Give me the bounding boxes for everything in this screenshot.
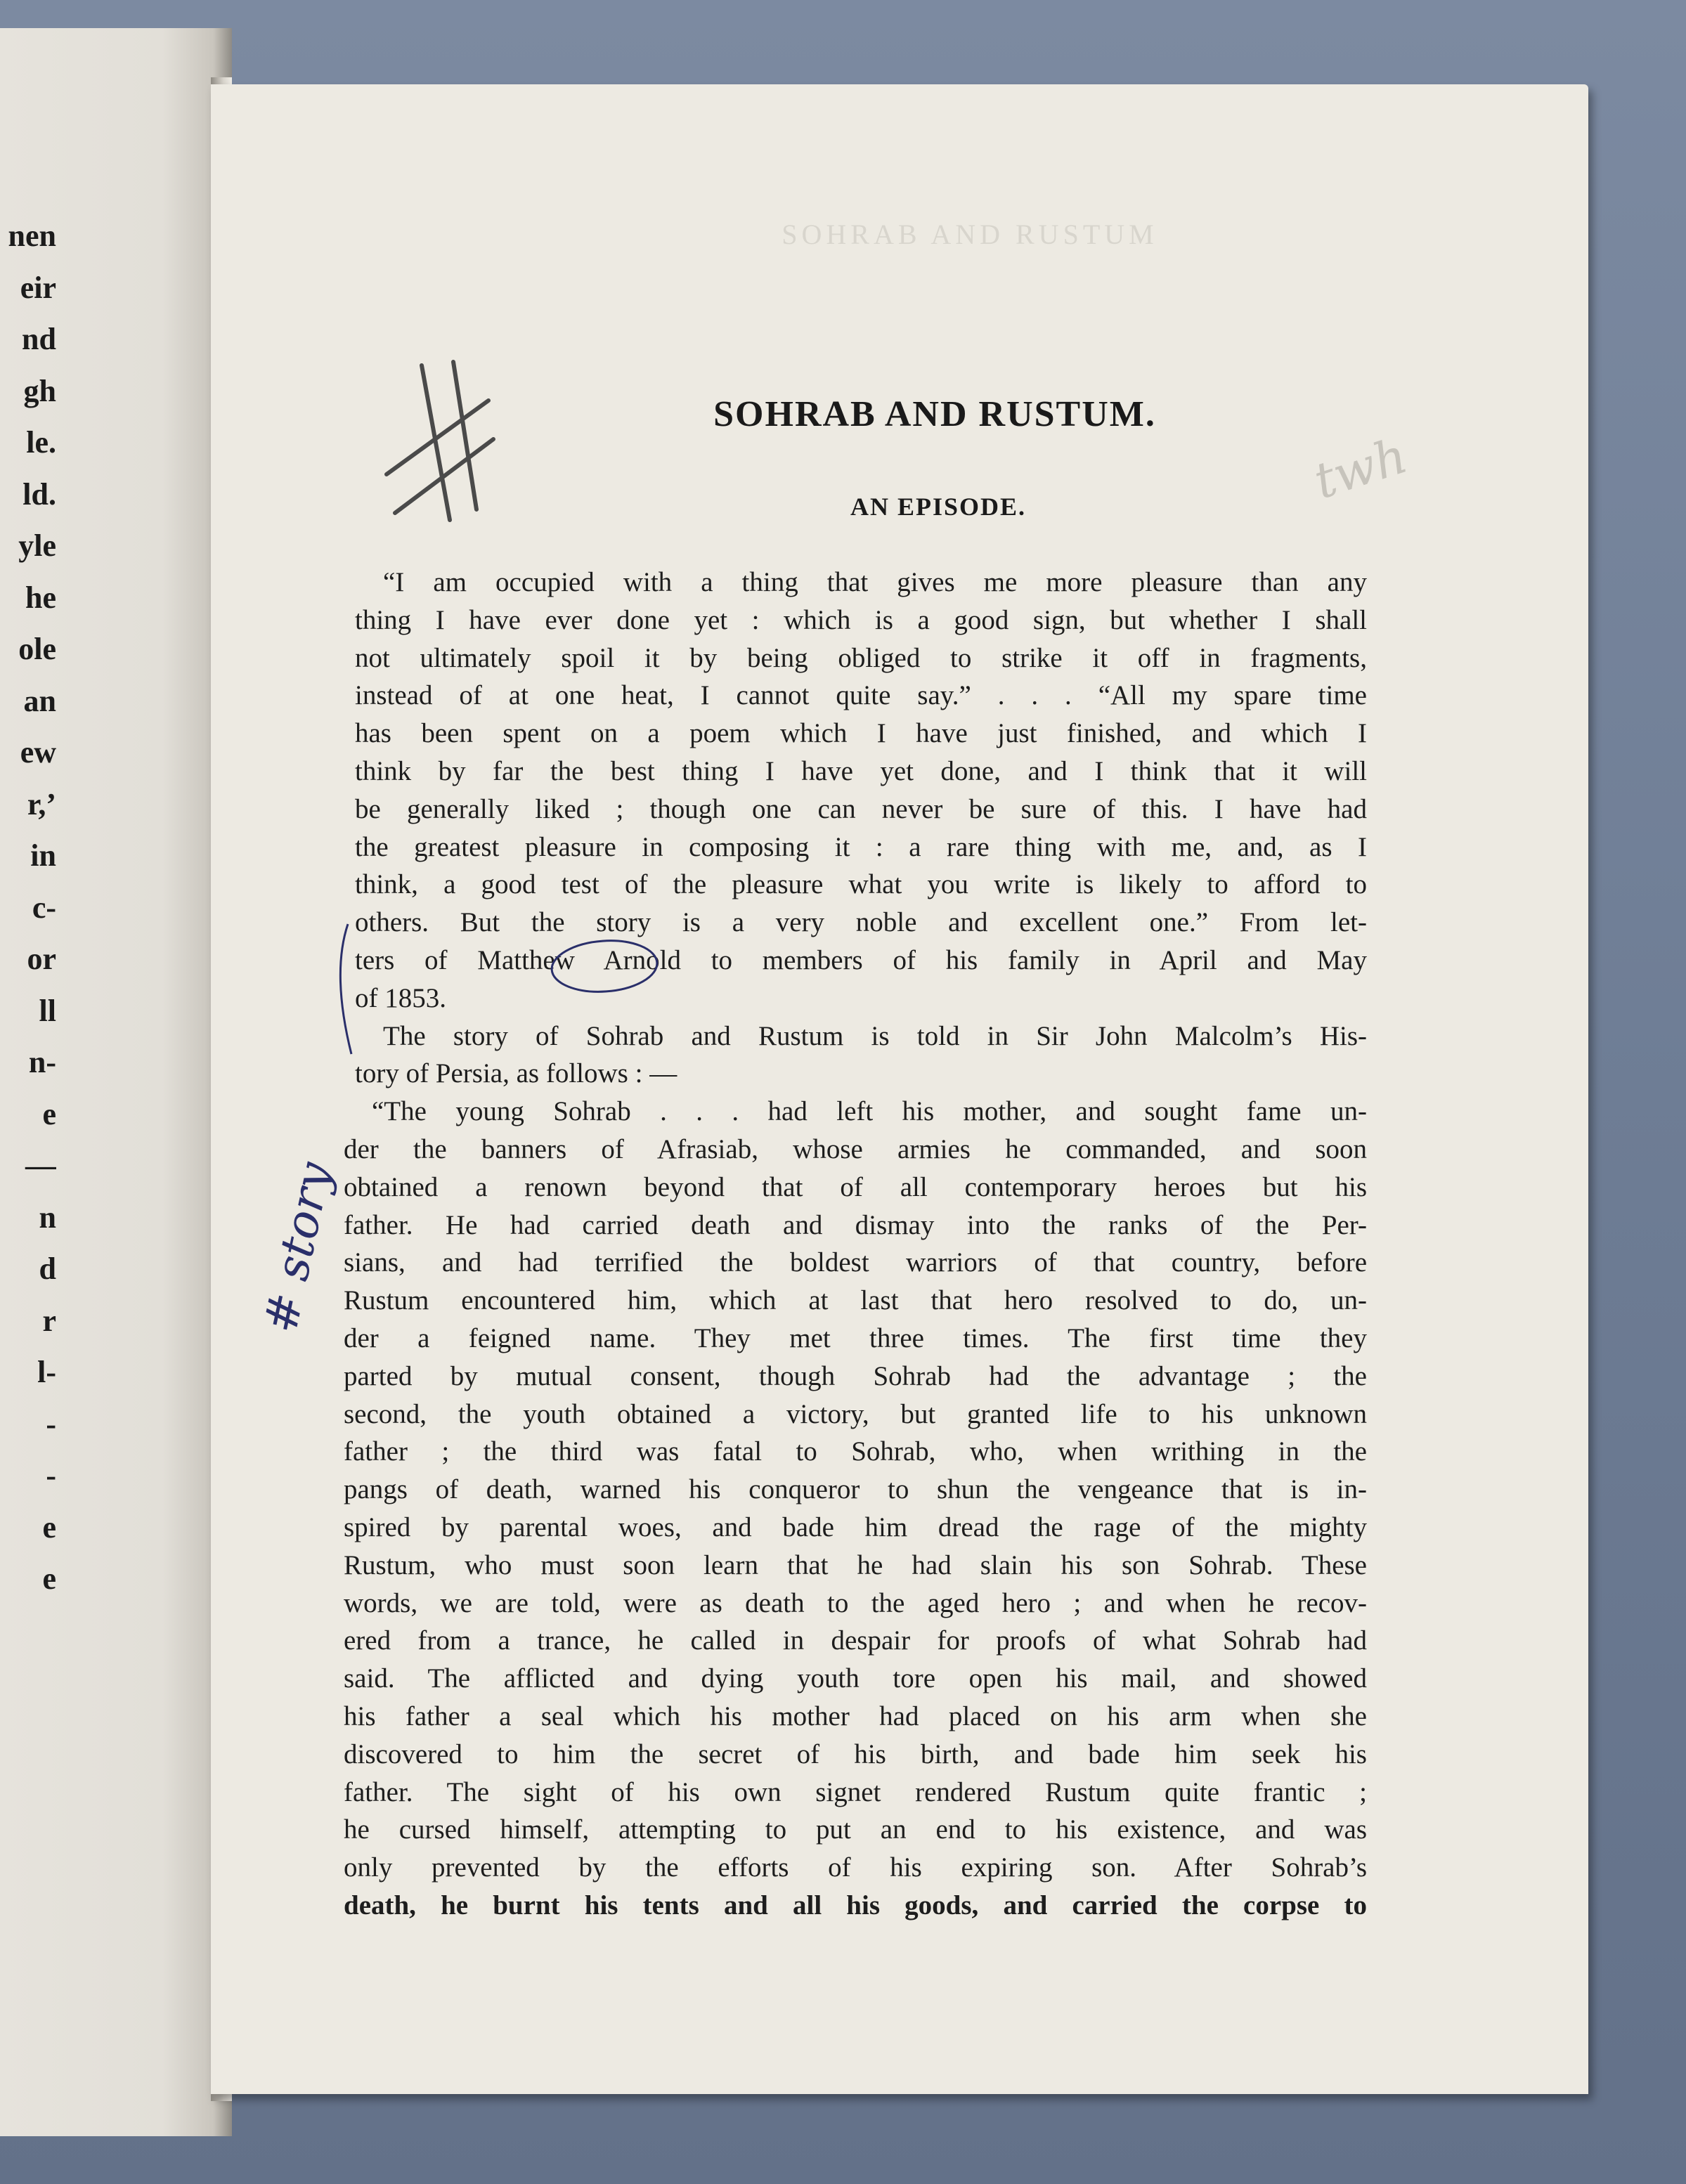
left-page-line: c- — [32, 890, 56, 925]
body-line: think, a good test of the pleasure what you write is likely to afford to — [355, 869, 1367, 900]
body-line: “I am occupied with a thing that gives me more pleasure than any — [383, 567, 1367, 597]
left-page-line: nen — [8, 219, 56, 253]
ink-margin-bracket — [340, 924, 351, 1054]
body-line: discovered to him the secret of his birth, and bade him seek his — [344, 1738, 1367, 1769]
body-line: parted by mutual consent, though Sohrab had the advantage ; the — [344, 1360, 1367, 1391]
left-page-line: n — [39, 1200, 56, 1235]
body-line: ered from a trance, he called in despair for proofs of what Sohrab had — [344, 1625, 1367, 1656]
left-page-line: l- — [37, 1355, 56, 1389]
left-page-line: e — [42, 1561, 56, 1596]
body-line: obtained a renown beyond that of all contemporary heroes but his — [344, 1171, 1367, 1202]
body-line: not ultimately spoil it by being obliged to strike it off in fragments, — [355, 642, 1367, 673]
left-page-line: — — [25, 1148, 56, 1183]
body-line: be generally liked ; though one can never be sure of this. I have had — [355, 793, 1367, 824]
left-page-line: gh — [23, 373, 56, 408]
body-line: of 1853. — [355, 982, 446, 1013]
left-page-line: eir — [20, 270, 56, 305]
bleed-through-text: SOHRAB AND RUSTUM — [782, 219, 1158, 250]
left-page-line: he — [25, 580, 56, 615]
body-line: said. The afflicted and dying youth tore open his mail, and showed — [344, 1663, 1367, 1694]
left-page-line: ld. — [22, 476, 56, 512]
body-line: the greatest pleasure in composing it : a rare thing with me, and, as I — [355, 831, 1367, 862]
body-line: father. He had carried death and dismay into the ranks of the Per- — [344, 1209, 1367, 1240]
body-line: der the banners of Afrasiab, whose armies he commanded, and soon — [344, 1133, 1367, 1164]
body-line: father. The sight of his own signet rendered Rustum quite frantic ; — [344, 1776, 1367, 1807]
body-line: others. But the story is a very noble and excellent one.” From let- — [355, 907, 1367, 938]
left-page-line: r — [42, 1303, 56, 1338]
left-page-line: ll — [39, 993, 56, 1028]
left-page-line: nd — [22, 322, 56, 356]
left-page-line: r,’ — [27, 786, 56, 821]
body-line: pangs of death, warned his conqueror to shun the vengeance that is in- — [344, 1474, 1367, 1505]
left-page-line: - — [46, 1458, 56, 1493]
right-page — [211, 84, 1588, 2094]
body-line: spired by parental woes, and bade him dread the rage of the mighty — [344, 1512, 1367, 1542]
ink-circle-arnold — [550, 937, 659, 995]
left-page-line: le. — [26, 425, 56, 460]
page-subtitle: AN EPISODE. — [850, 493, 1027, 521]
body-line: father ; the third was fatal to Sohrab, who, when writhing in the — [344, 1436, 1367, 1467]
left-page-line: ew — [20, 735, 56, 769]
left-facing-page — [0, 28, 232, 2136]
body-line: ters of Matthew Arnold to members of his family in April and May — [355, 944, 1367, 975]
ink-margin-note: # story — [253, 1157, 342, 1338]
left-page-line: an — [23, 683, 56, 718]
body-line: he cursed himself, attempting to put an end to his existence, and was — [344, 1814, 1367, 1845]
body-line: thing I have ever done yet : which is a good sign, but whether I shall — [355, 604, 1367, 635]
left-page-line: e — [42, 1096, 56, 1131]
pencil-annotations — [211, 84, 1588, 2094]
body-line: “The young Sohrab . . . had left his mother, and sought fame un- — [372, 1096, 1367, 1127]
left-page-line: ole — [18, 632, 56, 666]
body-line: Rustum, who must soon learn that he had slain his son Sohrab. These — [344, 1549, 1367, 1580]
left-page-line: - — [46, 1406, 56, 1441]
page-title: SOHRAB AND RUSTUM. — [713, 394, 1156, 434]
body-line: his father a seal which his mother had placed on his arm when she — [344, 1701, 1367, 1731]
body-line: has been spent on a poem which I have just finished, and which I — [355, 718, 1367, 749]
left-page-line: yle — [18, 528, 56, 563]
body-line: der a feigned name. They met three times. The first time they — [344, 1322, 1367, 1353]
body-line: sians, and had terrified the boldest warriors of that country, before — [344, 1247, 1367, 1278]
body-line: Rustum encountered him, which at last that hero resolved to do, un- — [344, 1285, 1367, 1316]
pencil-hash-mark — [387, 362, 493, 520]
body-line: think by far the best thing I have yet done, and I think that it will — [355, 755, 1367, 786]
left-page-line: in — [30, 838, 56, 873]
body-line: only prevented by the efforts of his expiring son. After Sohrab’s — [344, 1852, 1367, 1883]
body-line: tory of Persia, as follows : — — [355, 1058, 677, 1089]
pencil-scribble-text: twh — [1306, 427, 1414, 511]
body-line: instead of at one heat, I cannot quite say.” . . . “All my spare time — [355, 680, 1367, 711]
left-page-line: d — [39, 1252, 56, 1286]
body-line: death, he burnt his tents and all his goods, and carried the corpse to — [344, 1890, 1367, 1920]
body-line: The story of Sohrab and Rustum is told in Sir John Malcolm’s His- — [383, 1020, 1367, 1051]
left-page-line: or — [27, 942, 56, 976]
body-line: words, we are told, were as death to the aged hero ; and when he recov- — [344, 1587, 1367, 1618]
left-page-line: e — [42, 1509, 56, 1545]
left-page-line: n- — [28, 1045, 56, 1079]
body-line: second, the youth obtained a victory, but granted life to his unknown — [344, 1398, 1367, 1429]
